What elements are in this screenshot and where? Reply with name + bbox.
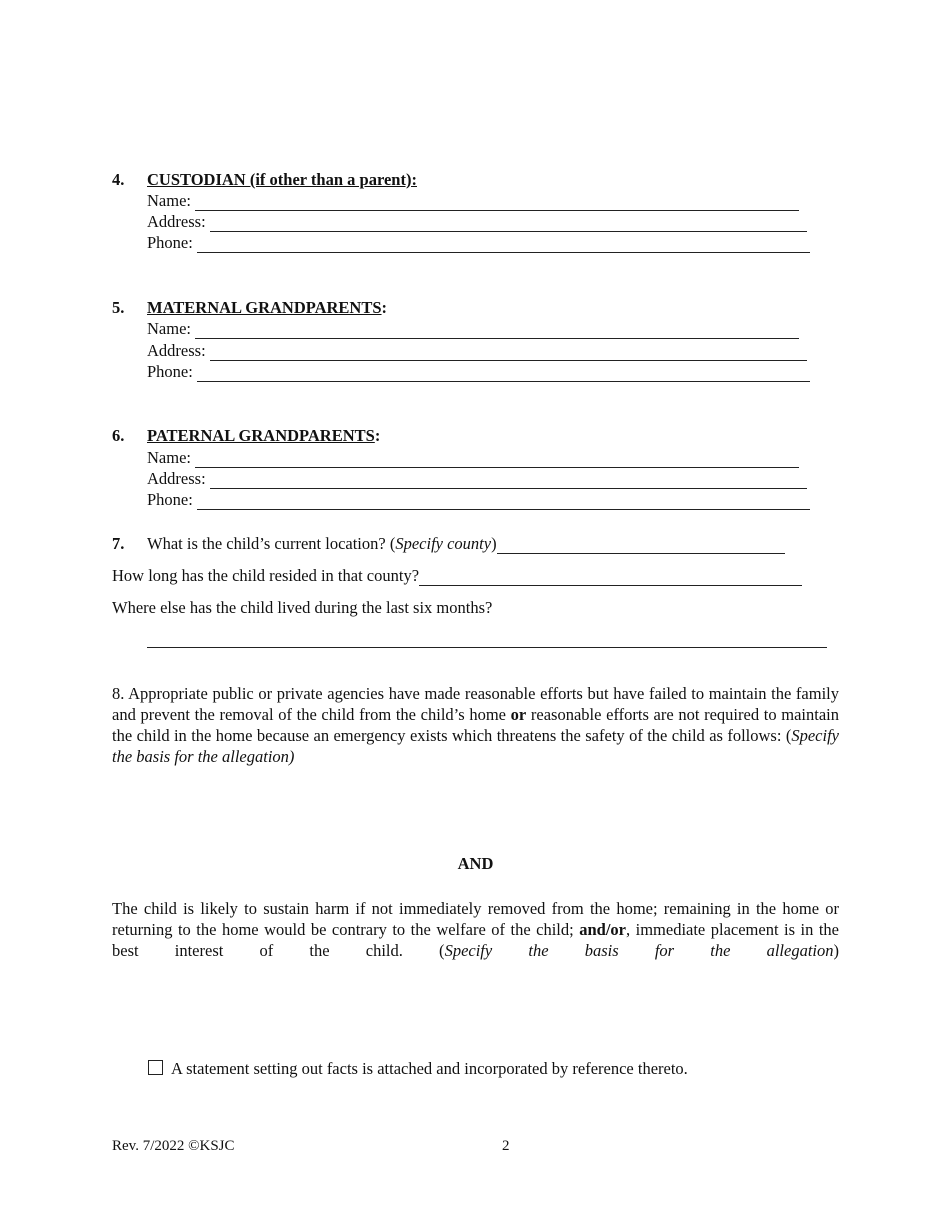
section-6-colon: :	[374, 426, 381, 445]
phone-line[interactable]	[197, 238, 810, 253]
residence-duration-field[interactable]	[112, 566, 802, 586]
maternal-phone-field[interactable]	[147, 362, 810, 382]
address-label: Address:	[147, 341, 206, 360]
section-7-number: 7.	[112, 534, 125, 553]
section-6-heading	[147, 426, 380, 446]
statement-checkbox[interactable]	[148, 1060, 163, 1075]
name-label: Name:	[147, 191, 191, 210]
maternal-address-field[interactable]	[147, 341, 807, 361]
paternal-name-field[interactable]	[147, 448, 799, 468]
section-5-number: 5.	[112, 298, 125, 317]
phone-line[interactable]	[197, 495, 810, 510]
paragraph-8	[112, 683, 839, 767]
paragraph-harm	[112, 898, 839, 961]
paragraph-harm-hint: Specify the basis for the allegation	[444, 941, 834, 960]
address-label: Address:	[147, 212, 206, 231]
paragraph-harm-text-b: , immediate placement is in the best interest of the child. (	[112, 920, 840, 960]
phone-line[interactable]	[197, 367, 810, 382]
section-5-heading	[147, 298, 387, 318]
paternal-phone-field[interactable]	[147, 490, 810, 510]
name-label: Name:	[147, 448, 191, 467]
footer-revision: Rev. 7/2022 ©KSJC	[112, 1138, 235, 1154]
custodian-name-field[interactable]	[147, 191, 799, 211]
paragraph-8-text-b: reasonable efforts are not required to maintain the child in the home because an emergency exists which threatens the safety of the child as follows: (	[112, 705, 839, 745]
specify-county-hint: Specify county	[395, 534, 492, 553]
paragraph-8-text-a: 8. Appropriate public or private agencies have made reasonable efforts but have failed to maintain the family and prevent the removal of the child from the child’s home	[112, 684, 839, 724]
section-5-title: MATERNAL GRANDPARENTS	[147, 298, 382, 317]
phone-label: Phone:	[147, 233, 193, 252]
paragraph-harm-text-a: The child is likely to sustain harm if not immediately removed from the home; remaining in the home or returning to the home would be contrary to the welfare of the child;	[112, 899, 839, 939]
custodian-address-field[interactable]	[147, 212, 807, 232]
maternal-name-field[interactable]	[147, 319, 799, 339]
paragraph-8-hint: Specify the basis for the allegation)	[112, 726, 839, 766]
residence-duration-question: How long has the child resided in that county?	[112, 566, 420, 585]
current-location-close: )	[491, 534, 497, 553]
section-4-title: CUSTODIAN (if other than a parent):	[147, 170, 417, 189]
current-location-text: What is the child’s current location? (	[147, 534, 396, 553]
section-4-number: 4.	[112, 170, 125, 189]
other-residence-question: Where else has the child lived during the last six months?	[112, 598, 493, 617]
section-6-title: PATERNAL GRANDPARENTS	[147, 426, 375, 445]
section-6-number: 6.	[112, 426, 125, 445]
current-location-line[interactable]	[497, 539, 785, 554]
paragraph-8-or: or	[510, 705, 527, 724]
and-heading: AND	[457, 854, 494, 873]
residence-duration-line[interactable]	[419, 571, 802, 586]
phone-label: Phone:	[147, 362, 193, 381]
address-line[interactable]	[210, 346, 807, 361]
paragraph-harm-and-or: and/or	[579, 920, 626, 939]
current-location-question	[147, 534, 497, 554]
paragraph-harm-close: )	[833, 941, 839, 960]
custodian-phone-field[interactable]	[147, 233, 810, 253]
other-residence-line[interactable]	[147, 633, 827, 648]
statement-row	[148, 1059, 688, 1079]
name-line[interactable]	[195, 453, 799, 468]
name-label: Name:	[147, 319, 191, 338]
address-label: Address:	[147, 469, 206, 488]
address-line[interactable]	[210, 474, 807, 489]
name-line[interactable]	[195, 324, 799, 339]
footer-page-number: 2	[502, 1138, 510, 1154]
name-line[interactable]	[195, 196, 799, 211]
phone-label: Phone:	[147, 490, 193, 509]
statement-text: A statement setting out facts is attached and incorporated by reference thereto.	[171, 1059, 688, 1078]
paternal-address-field[interactable]	[147, 469, 807, 489]
current-location-field[interactable]	[147, 534, 785, 554]
section-5-colon: :	[381, 298, 388, 317]
address-line[interactable]	[210, 217, 807, 232]
